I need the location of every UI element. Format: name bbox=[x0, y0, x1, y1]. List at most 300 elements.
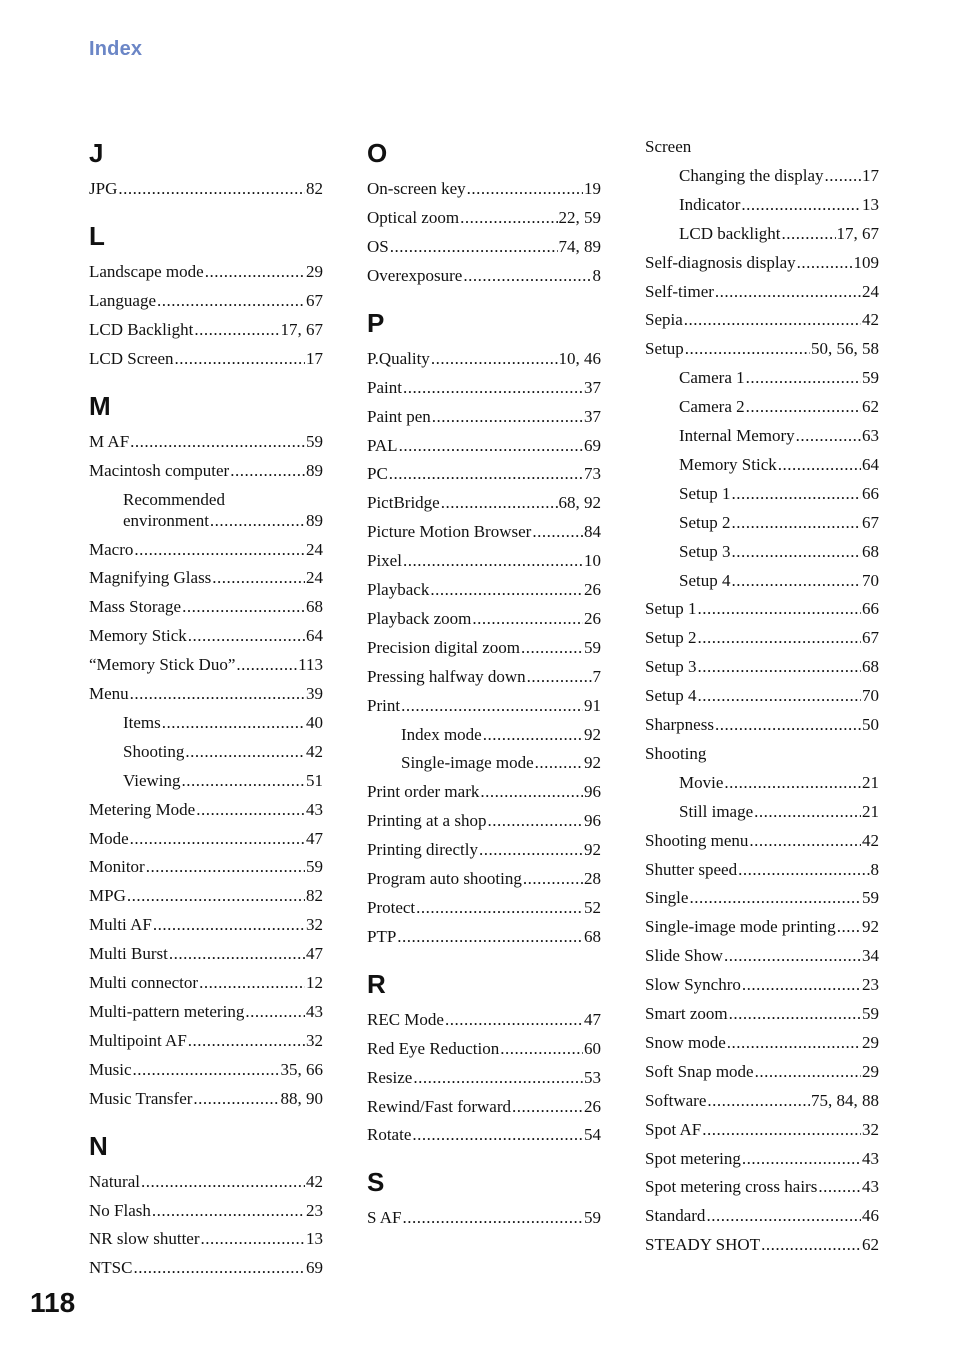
entry-term: Setup 4 bbox=[645, 686, 697, 706]
entry-page: 32 bbox=[862, 1119, 879, 1139]
index-entry[interactable] bbox=[367, 695, 601, 717]
index-entry[interactable] bbox=[679, 223, 879, 245]
entry-term: Camera 2 bbox=[679, 397, 745, 417]
entry-page: 47 bbox=[306, 828, 323, 848]
entry-term: Pressing halfway down bbox=[367, 666, 526, 686]
index-entry[interactable] bbox=[367, 348, 601, 370]
entry-term: Print order mark bbox=[367, 782, 480, 802]
entry-page: 59 bbox=[862, 1004, 879, 1023]
index-entry[interactable] bbox=[89, 431, 323, 453]
entry-page: 47 bbox=[584, 1009, 601, 1029]
index-entry[interactable] bbox=[89, 799, 323, 821]
entry-term: Memory Stick bbox=[89, 626, 187, 646]
dot-leader bbox=[738, 859, 869, 881]
index-entry[interactable] bbox=[367, 897, 601, 919]
dot-leader bbox=[532, 521, 583, 543]
entry-term: Playback bbox=[367, 580, 430, 599]
index-entry[interactable] bbox=[89, 460, 323, 482]
index-entry[interactable] bbox=[367, 406, 601, 428]
entry-term: Soft Snap mode bbox=[645, 1061, 754, 1081]
index-entry[interactable] bbox=[679, 512, 879, 534]
entry-term: Optical zoom bbox=[367, 208, 460, 227]
index-entry[interactable] bbox=[645, 916, 879, 938]
entry-page: 47 bbox=[306, 944, 323, 964]
entry-page: 8 bbox=[870, 859, 879, 879]
index-entry[interactable] bbox=[89, 178, 323, 200]
entry-page: 67 bbox=[862, 628, 879, 648]
index-entry[interactable] bbox=[367, 579, 601, 601]
index-entry[interactable] bbox=[367, 1067, 601, 1089]
entry-page: 22, 59 bbox=[558, 208, 601, 227]
dot-leader bbox=[685, 338, 810, 360]
entry-page: 54 bbox=[584, 1125, 601, 1145]
dot-leader bbox=[731, 570, 861, 592]
entry-page: 28 bbox=[584, 869, 601, 888]
dot-leader bbox=[413, 1067, 583, 1089]
index-entry[interactable] bbox=[89, 683, 323, 705]
entry-term: Multi connector bbox=[89, 973, 199, 992]
entry-term: Red Eye Reduction bbox=[367, 1038, 500, 1058]
index-entry[interactable] bbox=[679, 801, 879, 823]
dot-leader bbox=[188, 625, 305, 647]
entry-term: PTP bbox=[367, 926, 397, 946]
dot-leader bbox=[512, 1096, 583, 1118]
entry-page: 75, 84, 88 bbox=[811, 1090, 879, 1110]
dot-leader bbox=[724, 945, 861, 967]
index-heading: Screen bbox=[645, 137, 692, 156]
dot-leader bbox=[162, 712, 305, 734]
index-entry[interactable] bbox=[89, 972, 323, 994]
dot-leader bbox=[727, 1032, 861, 1054]
entry-term: REC Mode bbox=[367, 1009, 444, 1029]
entry-term: “Memory Stick Duo” bbox=[89, 655, 236, 675]
index-entry[interactable] bbox=[89, 1171, 323, 1193]
index-entry[interactable] bbox=[679, 367, 879, 389]
dot-leader bbox=[746, 367, 861, 389]
entry-term: Magnifying Glass bbox=[89, 568, 212, 588]
index-entry[interactable] bbox=[679, 483, 879, 505]
dot-leader bbox=[118, 178, 305, 200]
entry-term: Self-timer bbox=[645, 281, 714, 301]
dot-leader bbox=[403, 377, 583, 399]
dot-leader bbox=[742, 974, 861, 996]
entry-page: 34 bbox=[862, 946, 879, 966]
index-entry[interactable] bbox=[679, 194, 879, 216]
index-entry[interactable] bbox=[679, 165, 879, 187]
index-entry[interactable] bbox=[645, 1003, 879, 1025]
index-entry[interactable] bbox=[89, 539, 323, 561]
entry-term: Software bbox=[645, 1090, 707, 1110]
index-entry[interactable] bbox=[89, 1030, 323, 1052]
entry-term: Macro bbox=[89, 539, 134, 559]
index-entry[interactable] bbox=[89, 828, 323, 850]
dot-leader bbox=[185, 741, 305, 763]
index-entry[interactable] bbox=[645, 1148, 879, 1170]
dot-leader bbox=[188, 1030, 305, 1052]
index-entry[interactable] bbox=[123, 712, 323, 734]
entry-page: 68 bbox=[862, 657, 879, 677]
entry-term: Index mode bbox=[401, 724, 482, 744]
dot-leader bbox=[399, 435, 583, 457]
index-entry[interactable] bbox=[367, 492, 601, 514]
dot-leader bbox=[133, 1257, 305, 1279]
entry-term: M AF bbox=[89, 431, 130, 451]
dot-leader bbox=[754, 801, 861, 823]
entry-page: 63 bbox=[862, 426, 879, 445]
index-entry[interactable] bbox=[367, 810, 601, 832]
dot-leader bbox=[824, 165, 861, 187]
index-entry[interactable] bbox=[89, 885, 323, 907]
entry-term: Mass Storage bbox=[89, 597, 182, 617]
entry-term: LCD Backlight bbox=[89, 319, 194, 339]
index-entry[interactable] bbox=[89, 1257, 323, 1279]
entry-term: Multipoint AF bbox=[89, 1030, 187, 1050]
section-letter: R bbox=[367, 968, 386, 999]
index-entry[interactable] bbox=[89, 348, 323, 370]
dot-leader bbox=[472, 608, 583, 630]
index-entry[interactable] bbox=[401, 752, 601, 774]
dot-leader bbox=[796, 425, 861, 447]
entry-term: Items bbox=[123, 712, 161, 732]
entry-term: Printing at a shop bbox=[367, 811, 487, 831]
dot-leader bbox=[403, 1207, 584, 1229]
dot-leader bbox=[523, 868, 583, 890]
dot-leader bbox=[152, 1200, 305, 1222]
dot-leader bbox=[389, 463, 583, 485]
entry-term: Snow mode bbox=[645, 1032, 726, 1052]
entry-page: 37 bbox=[584, 406, 601, 426]
entry-page: 43 bbox=[862, 1177, 879, 1197]
index-entry[interactable] bbox=[645, 1032, 879, 1054]
entry-term: MPG bbox=[89, 886, 126, 906]
entry-line bbox=[123, 510, 323, 532]
index-entry[interactable] bbox=[645, 1119, 879, 1141]
entry-page: 17, 67 bbox=[836, 223, 879, 243]
dot-leader bbox=[169, 943, 305, 965]
entry-page: 59 bbox=[306, 857, 323, 877]
index-entry[interactable] bbox=[645, 598, 879, 620]
index-entry[interactable] bbox=[367, 666, 601, 688]
dot-leader bbox=[432, 406, 583, 428]
section-letter: N bbox=[89, 1130, 108, 1161]
index-entry[interactable] bbox=[679, 396, 879, 418]
dot-leader bbox=[483, 724, 583, 746]
entry-term: Setup 2 bbox=[679, 512, 731, 532]
entry-page: 59 bbox=[584, 1208, 601, 1228]
index-entry[interactable] bbox=[89, 654, 323, 676]
index-entry[interactable] bbox=[645, 627, 879, 649]
entry-term: NTSC bbox=[89, 1258, 133, 1278]
index-entry[interactable] bbox=[367, 236, 601, 258]
index-entry[interactable] bbox=[645, 1176, 879, 1198]
entry-page: 19 bbox=[584, 179, 601, 199]
dot-leader bbox=[755, 1061, 861, 1083]
index-entry[interactable] bbox=[89, 567, 323, 589]
index-entry[interactable] bbox=[367, 521, 601, 543]
entry-term-cont: environment bbox=[123, 510, 209, 530]
entry-term: On-screen key bbox=[367, 179, 466, 199]
dot-leader bbox=[133, 1059, 280, 1081]
dot-leader bbox=[731, 483, 861, 505]
entry-term: Multi Burst bbox=[89, 944, 168, 964]
entry-page: 96 bbox=[584, 811, 601, 831]
entry-term: Print bbox=[367, 695, 401, 715]
index-entry[interactable] bbox=[645, 859, 879, 881]
dot-leader bbox=[706, 1205, 861, 1227]
entry-term: Landscape mode bbox=[89, 262, 204, 282]
index-entry[interactable] bbox=[89, 1059, 323, 1081]
dot-leader bbox=[196, 799, 305, 821]
entry-page: 59 bbox=[306, 431, 323, 451]
index-entry[interactable] bbox=[645, 974, 879, 996]
dot-leader bbox=[130, 683, 305, 705]
index-entry[interactable] bbox=[89, 943, 323, 965]
index-entry[interactable] bbox=[679, 570, 879, 592]
entry-term: Setup bbox=[645, 339, 684, 359]
index-entry[interactable] bbox=[89, 319, 323, 341]
dot-leader bbox=[778, 454, 861, 476]
entry-page: 68, 92 bbox=[558, 493, 601, 513]
dot-leader bbox=[527, 666, 592, 688]
entry-page: 68 bbox=[862, 541, 879, 561]
entry-term: PAL bbox=[367, 435, 398, 455]
entry-page: 32 bbox=[306, 1030, 323, 1050]
entry-page: 74, 89 bbox=[558, 236, 601, 256]
index-entry[interactable] bbox=[367, 1038, 601, 1060]
entry-page: 62 bbox=[862, 397, 879, 417]
dot-leader bbox=[715, 714, 861, 736]
index-entry[interactable] bbox=[367, 265, 601, 287]
entry-page: 8 bbox=[592, 265, 601, 285]
entry-term: Program auto shooting bbox=[367, 869, 522, 888]
dot-leader bbox=[689, 887, 861, 909]
dot-leader bbox=[731, 512, 861, 534]
index-entry[interactable] bbox=[89, 1088, 323, 1110]
entry-page: 50, 56, 58 bbox=[811, 339, 879, 359]
dot-leader bbox=[742, 1148, 861, 1170]
entry-page: 51 bbox=[306, 770, 323, 790]
dot-leader bbox=[761, 1234, 861, 1256]
dot-leader bbox=[416, 897, 583, 919]
entry-term: Pixel bbox=[367, 551, 402, 571]
entry-page: 12 bbox=[306, 973, 323, 992]
entry-term: Still image bbox=[679, 801, 754, 821]
dot-leader bbox=[724, 772, 861, 794]
index-entry[interactable] bbox=[89, 261, 323, 283]
entry-term: Shooting menu bbox=[645, 830, 749, 850]
dot-leader bbox=[445, 1009, 583, 1031]
index-entry[interactable] bbox=[367, 463, 601, 485]
index-entry[interactable] bbox=[89, 914, 323, 936]
entry-term: Movie bbox=[679, 772, 724, 792]
entry-page: 40 bbox=[306, 712, 323, 732]
index-entry[interactable] bbox=[367, 868, 601, 890]
entry-page: 82 bbox=[306, 179, 323, 199]
entry-term: Setup 1 bbox=[679, 483, 731, 503]
dot-leader bbox=[535, 752, 583, 774]
page-number: 118 bbox=[30, 1287, 76, 1318]
index-entry[interactable] bbox=[679, 541, 879, 563]
entry-page: 69 bbox=[584, 435, 601, 455]
entry-term: Changing the display bbox=[679, 165, 824, 185]
entry-term: Setup 3 bbox=[679, 541, 731, 561]
entry-page: 66 bbox=[862, 599, 879, 619]
entry-term: Multi-pattern metering bbox=[89, 1001, 245, 1021]
index-entry[interactable] bbox=[367, 781, 601, 803]
entry-term: Precision digital zoom bbox=[367, 637, 520, 657]
dot-leader bbox=[487, 810, 583, 832]
index-entry[interactable] bbox=[645, 656, 879, 678]
entry-page: 10 bbox=[584, 551, 601, 571]
entry-page: 29 bbox=[862, 1032, 879, 1052]
index-entry[interactable] bbox=[645, 685, 879, 707]
entry-page: 43 bbox=[306, 799, 323, 819]
index-entry[interactable] bbox=[123, 489, 323, 532]
entry-page: 13 bbox=[862, 194, 879, 214]
dot-leader bbox=[153, 914, 305, 936]
entry-page: 64 bbox=[306, 626, 323, 646]
entry-term: Slide Show bbox=[645, 946, 723, 966]
entry-page: 42 bbox=[306, 1171, 323, 1191]
entry-page: 70 bbox=[862, 686, 879, 706]
index-heading: Shooting bbox=[645, 743, 707, 763]
index-entry[interactable] bbox=[367, 926, 601, 948]
entry-page: 7 bbox=[592, 666, 601, 686]
entry-page: 92 bbox=[862, 917, 879, 937]
entry-page: 88, 90 bbox=[280, 1088, 323, 1108]
index-entry[interactable] bbox=[89, 1200, 323, 1222]
index-entry[interactable] bbox=[367, 1207, 601, 1229]
dot-leader bbox=[201, 1228, 306, 1250]
index-entry[interactable] bbox=[679, 772, 879, 794]
entry-page: 91 bbox=[584, 695, 601, 715]
entry-page: 92 bbox=[584, 724, 601, 744]
index-entry[interactable] bbox=[367, 178, 601, 200]
index-entry[interactable] bbox=[645, 945, 879, 967]
index-entry[interactable] bbox=[645, 1090, 879, 1112]
index-entry[interactable] bbox=[645, 338, 879, 360]
dot-leader bbox=[749, 830, 861, 852]
dot-leader bbox=[729, 1003, 861, 1025]
index-entry[interactable] bbox=[367, 839, 601, 861]
index-entry[interactable] bbox=[123, 770, 323, 792]
index-entry[interactable] bbox=[367, 377, 601, 399]
index-entry[interactable] bbox=[679, 425, 879, 447]
entry-page: 70 bbox=[862, 570, 879, 590]
index-entry[interactable] bbox=[367, 435, 601, 457]
entry-term: Memory Stick bbox=[679, 454, 777, 474]
entry-page: 24 bbox=[862, 281, 879, 301]
entry-term: No Flash bbox=[89, 1200, 151, 1220]
entry-page: 42 bbox=[862, 830, 879, 850]
index-entry[interactable] bbox=[645, 1234, 879, 1256]
index-entry[interactable] bbox=[367, 608, 601, 630]
index-entry[interactable] bbox=[89, 856, 323, 878]
entry-page: 21 bbox=[862, 772, 879, 792]
entry-term: Protect bbox=[367, 897, 416, 917]
entry-page: 39 bbox=[306, 684, 323, 703]
entry-page: 26 bbox=[584, 1096, 601, 1116]
entry-term: STEADY SHOT bbox=[645, 1235, 761, 1255]
index-entry[interactable] bbox=[123, 741, 323, 763]
entry-term: Metering Mode bbox=[89, 799, 196, 819]
dot-leader bbox=[146, 856, 305, 878]
entry-page: 50 bbox=[862, 715, 879, 734]
entry-term: Resize bbox=[367, 1067, 413, 1087]
entry-page: 82 bbox=[306, 886, 323, 906]
entry-term: Macintosh computer bbox=[89, 460, 230, 480]
dot-leader bbox=[175, 348, 305, 370]
dot-leader bbox=[157, 290, 305, 312]
entry-term: Multi AF bbox=[89, 915, 152, 935]
entry-page: 73 bbox=[584, 464, 601, 484]
entry-page: 89 bbox=[306, 510, 323, 530]
dot-leader bbox=[130, 828, 305, 850]
index-entry[interactable] bbox=[645, 281, 879, 303]
index-entry[interactable] bbox=[89, 1228, 323, 1250]
entry-page: 64 bbox=[862, 454, 879, 474]
dot-leader bbox=[182, 596, 305, 618]
entry-page: 92 bbox=[584, 753, 601, 773]
index-entry[interactable] bbox=[645, 887, 879, 909]
section-letter: M bbox=[89, 390, 111, 421]
entry-page: 52 bbox=[584, 897, 601, 917]
dot-leader bbox=[741, 194, 861, 216]
dot-leader bbox=[193, 1088, 279, 1110]
entry-term: Rotate bbox=[367, 1125, 412, 1145]
entry-term: S AF bbox=[367, 1208, 402, 1228]
index-entry[interactable] bbox=[367, 1009, 601, 1031]
dot-leader bbox=[697, 627, 861, 649]
index-entry[interactable] bbox=[645, 309, 879, 331]
entry-term: Setup 4 bbox=[679, 570, 731, 590]
dot-leader bbox=[397, 926, 583, 948]
dot-leader bbox=[134, 539, 305, 561]
index-entry[interactable] bbox=[367, 637, 601, 659]
entry-page: 66 bbox=[862, 483, 879, 503]
dot-leader bbox=[697, 656, 861, 678]
index-entry[interactable] bbox=[89, 625, 323, 647]
entry-page: 53 bbox=[584, 1067, 601, 1087]
index-entry[interactable] bbox=[645, 714, 879, 736]
entry-page: 113 bbox=[298, 655, 323, 675]
index-entry[interactable] bbox=[645, 1061, 879, 1083]
entry-term: Spot metering cross hairs bbox=[645, 1177, 818, 1197]
entry-page: 32 bbox=[306, 915, 323, 935]
entry-term: Paint bbox=[367, 377, 402, 397]
index-entry[interactable] bbox=[89, 596, 323, 618]
index-entry[interactable] bbox=[645, 252, 879, 274]
dot-leader bbox=[837, 916, 861, 938]
dot-leader bbox=[697, 685, 861, 707]
index-entry[interactable] bbox=[367, 207, 601, 229]
index-entry[interactable] bbox=[367, 1096, 601, 1118]
entry-term: NR slow shutter bbox=[89, 1229, 200, 1249]
entry-term: Single-image mode printing bbox=[645, 917, 836, 937]
section-letter: S bbox=[367, 1167, 385, 1198]
index-entry[interactable] bbox=[89, 1001, 323, 1023]
index-entry[interactable] bbox=[645, 1205, 879, 1227]
index-entry[interactable] bbox=[89, 290, 323, 312]
index-entry[interactable] bbox=[645, 830, 879, 852]
index-entry[interactable] bbox=[401, 724, 601, 746]
dot-leader bbox=[521, 637, 583, 659]
entry-term: PC bbox=[367, 464, 388, 484]
dot-leader bbox=[500, 1038, 583, 1060]
index-entry[interactable] bbox=[367, 1124, 601, 1146]
index-entry[interactable] bbox=[679, 454, 879, 476]
index-entry[interactable] bbox=[367, 550, 601, 572]
